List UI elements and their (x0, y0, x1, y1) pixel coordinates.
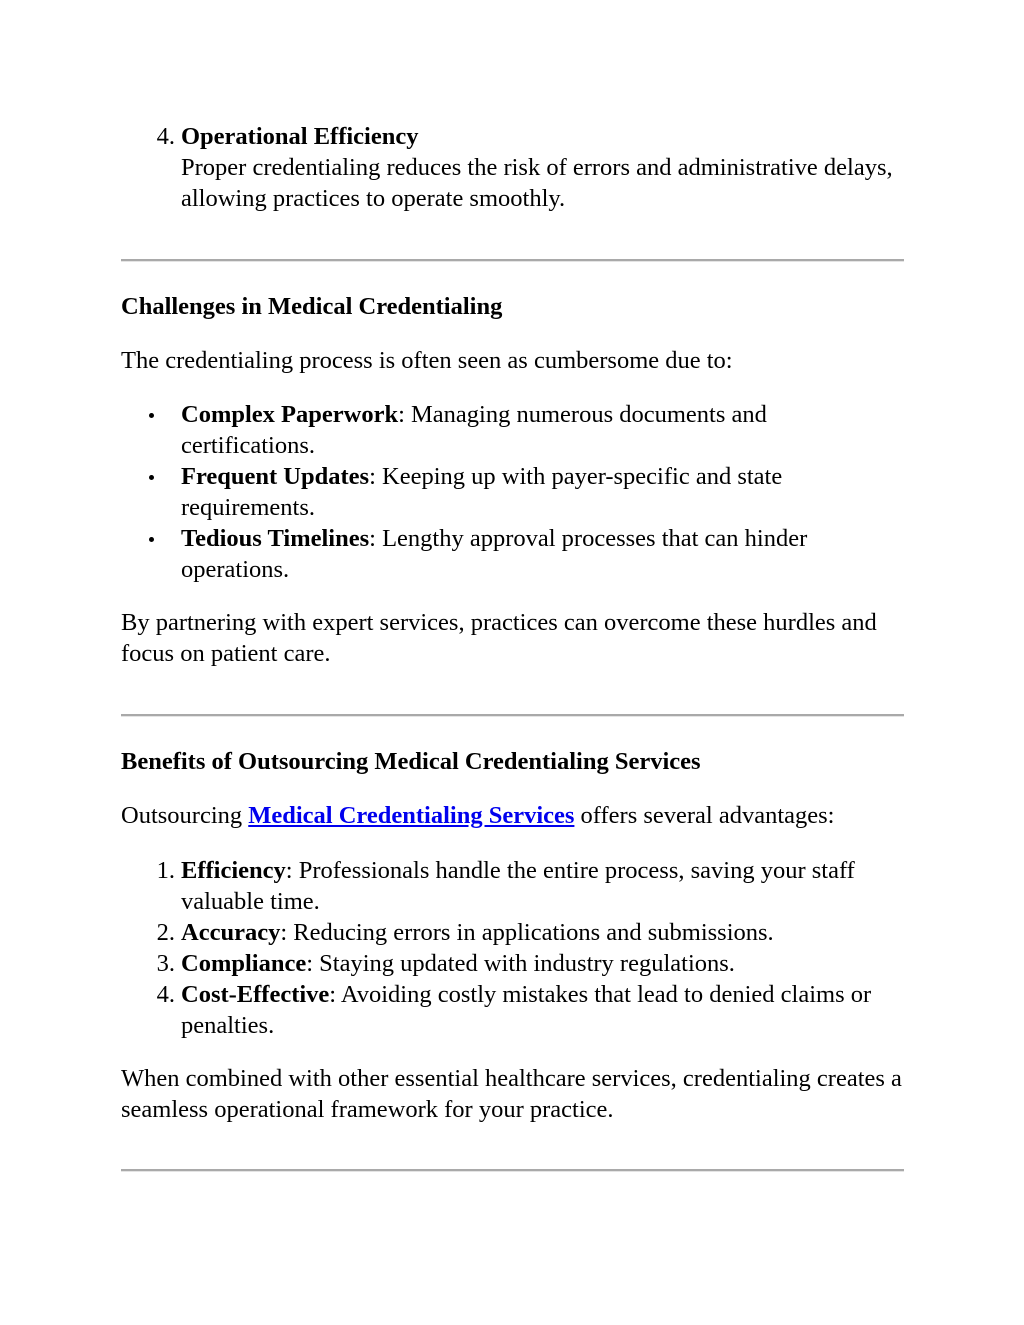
list-item (121, 917, 904, 948)
bullet-term: Frequent Updates (181, 463, 370, 490)
bullet-text: : Keeping up with payer-specific and state requirements. (181, 463, 783, 521)
list-item-number: 1. (156, 857, 175, 884)
list-item-number: 4. (156, 981, 175, 1008)
horizontal-rule (121, 714, 904, 717)
bullet-term: Complex Paperwork (181, 401, 399, 428)
list-item-term: Compliance (181, 950, 307, 977)
list-item-term: Accuracy (181, 919, 281, 946)
list-item (121, 948, 904, 979)
bullet-text: : Lengthy approval processes that can hinder operations. (181, 525, 808, 583)
horizontal-rule (121, 259, 904, 262)
bullet-item (121, 523, 904, 585)
challenges-closing: By partnering with expert services, practices can overcome these hurdles and focus on patient care. (121, 609, 877, 667)
benefits-intro (121, 800, 904, 831)
list-item-number: 4. (156, 123, 175, 150)
list-item-term: Efficiency (181, 857, 286, 884)
list-item-text: : Reducing errors in applications and submissions. (280, 919, 774, 946)
top-numbered-list (121, 121, 904, 214)
bullet-item (121, 399, 904, 461)
list-item (121, 121, 904, 214)
challenges-bullet-list (121, 399, 904, 585)
bullet-icon (149, 413, 154, 418)
list-item-text: Proper credentialing reduces the risk of errors and administrative delays, allowing practices to operate smoothly. (181, 154, 893, 212)
benefits-heading: Benefits of Outsourcing Medical Credentialing Services (121, 748, 701, 775)
list-item-number: 2. (156, 919, 175, 946)
challenges-intro: The credentialing process is often seen as cumbersome due to: (121, 347, 733, 374)
benefits-intro-after: offers several advantages: (574, 802, 835, 829)
horizontal-rule (121, 1169, 904, 1172)
benefits-intro-before: Outsourcing (121, 802, 249, 829)
list-item (121, 979, 904, 1041)
list-item-number: 3. (156, 950, 175, 977)
list-item (121, 855, 904, 917)
bullet-icon (149, 475, 154, 480)
benefits-closing: When combined with other essential healthcare services, credentialing creates a seamless operational framework for your practice. (121, 1065, 902, 1123)
bullet-icon (149, 537, 154, 542)
list-item-text: : Staying updated with industry regulations. (306, 950, 735, 977)
list-item-text: : Avoiding costly mistakes that lead to denied claims or penalties. (181, 981, 872, 1039)
bullet-text: : Managing numerous documents and certifications. (181, 401, 767, 459)
list-item-title: Operational Efficiency (181, 123, 419, 150)
bullet-term: Tedious Timelines (181, 525, 370, 552)
bullet-item (121, 461, 904, 523)
medical-credentialing-services-link[interactable]: Medical Credentialing Services (248, 802, 575, 829)
list-item-term: Cost-Effective (181, 981, 330, 1008)
benefits-numbered-list (121, 855, 904, 1041)
challenges-heading: Challenges in Medical Credentialing (121, 293, 503, 320)
list-item-text: : Professionals handle the entire process, saving your staff valuable time. (181, 857, 855, 915)
